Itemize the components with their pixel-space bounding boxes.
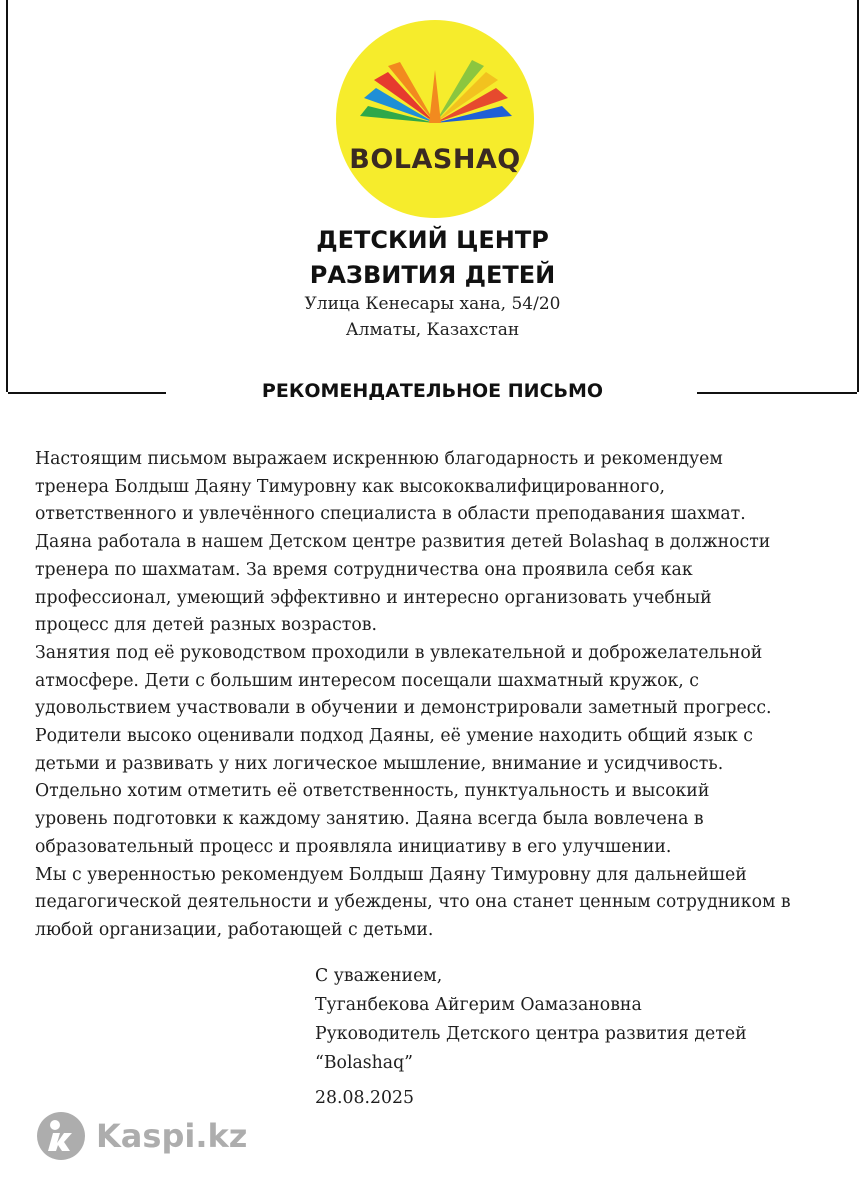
body-line: ответственного и увлечённого специалиста в области преподавания шахмат. [35, 504, 746, 525]
body-line: Родители высоко оценивали подход Даяны, её умение находить общий язык с [35, 726, 753, 747]
body-line: профессионал, умеющий эффективно и интересно организовать учебный [35, 587, 712, 608]
org-title-line1: ДЕТСКИЙ ЦЕНТР [316, 226, 549, 254]
body-line: педагогической деятельности и убеждены, что она станет ценным сотрудником в [35, 892, 791, 913]
letter-body [35, 446, 855, 945]
body-line: тренера по шахматам. За время сотрудничества она проявила себя как [35, 559, 693, 580]
body-line: атмосфере. Дети с большим интересом посещали шахматный кружок, с [35, 670, 699, 691]
body-line: Мы с уверенностью рекомендуем Болдыш Даяну Тимуровну для дальнейшей [35, 864, 747, 885]
body-line: удовольствием участвовали в обучении и демонстрировали заметный прогресс. [35, 698, 772, 719]
signature-block [315, 962, 747, 1078]
bolashaq-logo [336, 20, 534, 218]
body-line: Занятия под её руководством проходили в увлекательной и доброжелательной [35, 642, 763, 663]
open-book-icon [336, 20, 534, 218]
watermark-text: Kaspi.kz [96, 1117, 248, 1155]
kaspi-logo-icon [36, 1111, 86, 1161]
body-line: Даяна работала в нашем Детском центре развития детей Bolashaq в должности [35, 532, 771, 553]
body-line: Настоящим письмом выражаем искреннюю благодарность и рекомендуем [35, 449, 723, 469]
body-line: процесс для детей разных возрастов. [35, 615, 377, 636]
letter-date: 28.08.2025 [315, 1088, 414, 1108]
body-line: уровень подготовки к каждому занятию. Даяна всегда была вовлечена в [35, 809, 704, 830]
body-line: Отдельно хотим отметить её ответственность, пунктуальность и высокий [35, 781, 710, 802]
signer-title: Руководитель Детского центра развития детей [315, 1024, 747, 1044]
org-title-line2: РАЗВИТИЯ ДЕТЕЙ [309, 261, 556, 289]
body-line: образовательный процесс и проявляла инициативу в его улучшении. [35, 836, 672, 857]
address-city: Алматы, Казахстан [345, 320, 520, 340]
kaspi-watermark [36, 1110, 247, 1162]
body-line: любой организации, работающей с детьми. [35, 919, 434, 940]
closing: С уважением, [315, 966, 443, 986]
logo-text: BOLASHAQ [349, 144, 521, 175]
address-street: Улица Кенесары хана, 54/20 [304, 294, 561, 314]
body-line: детьми и развивать у них логическое мышление, внимание и усидчивость. [35, 753, 724, 774]
signer-organization: “Bolashaq” [315, 1053, 413, 1073]
signer-name: Туганбекова Айгерим Оамазановна [315, 995, 642, 1015]
body-line: тренера Болдыш Даяну Тимуровну как высококвалифицированного, [35, 476, 666, 497]
letter-title: РЕКОМЕНДАТЕЛЬНОЕ ПИСЬМО [261, 380, 604, 402]
